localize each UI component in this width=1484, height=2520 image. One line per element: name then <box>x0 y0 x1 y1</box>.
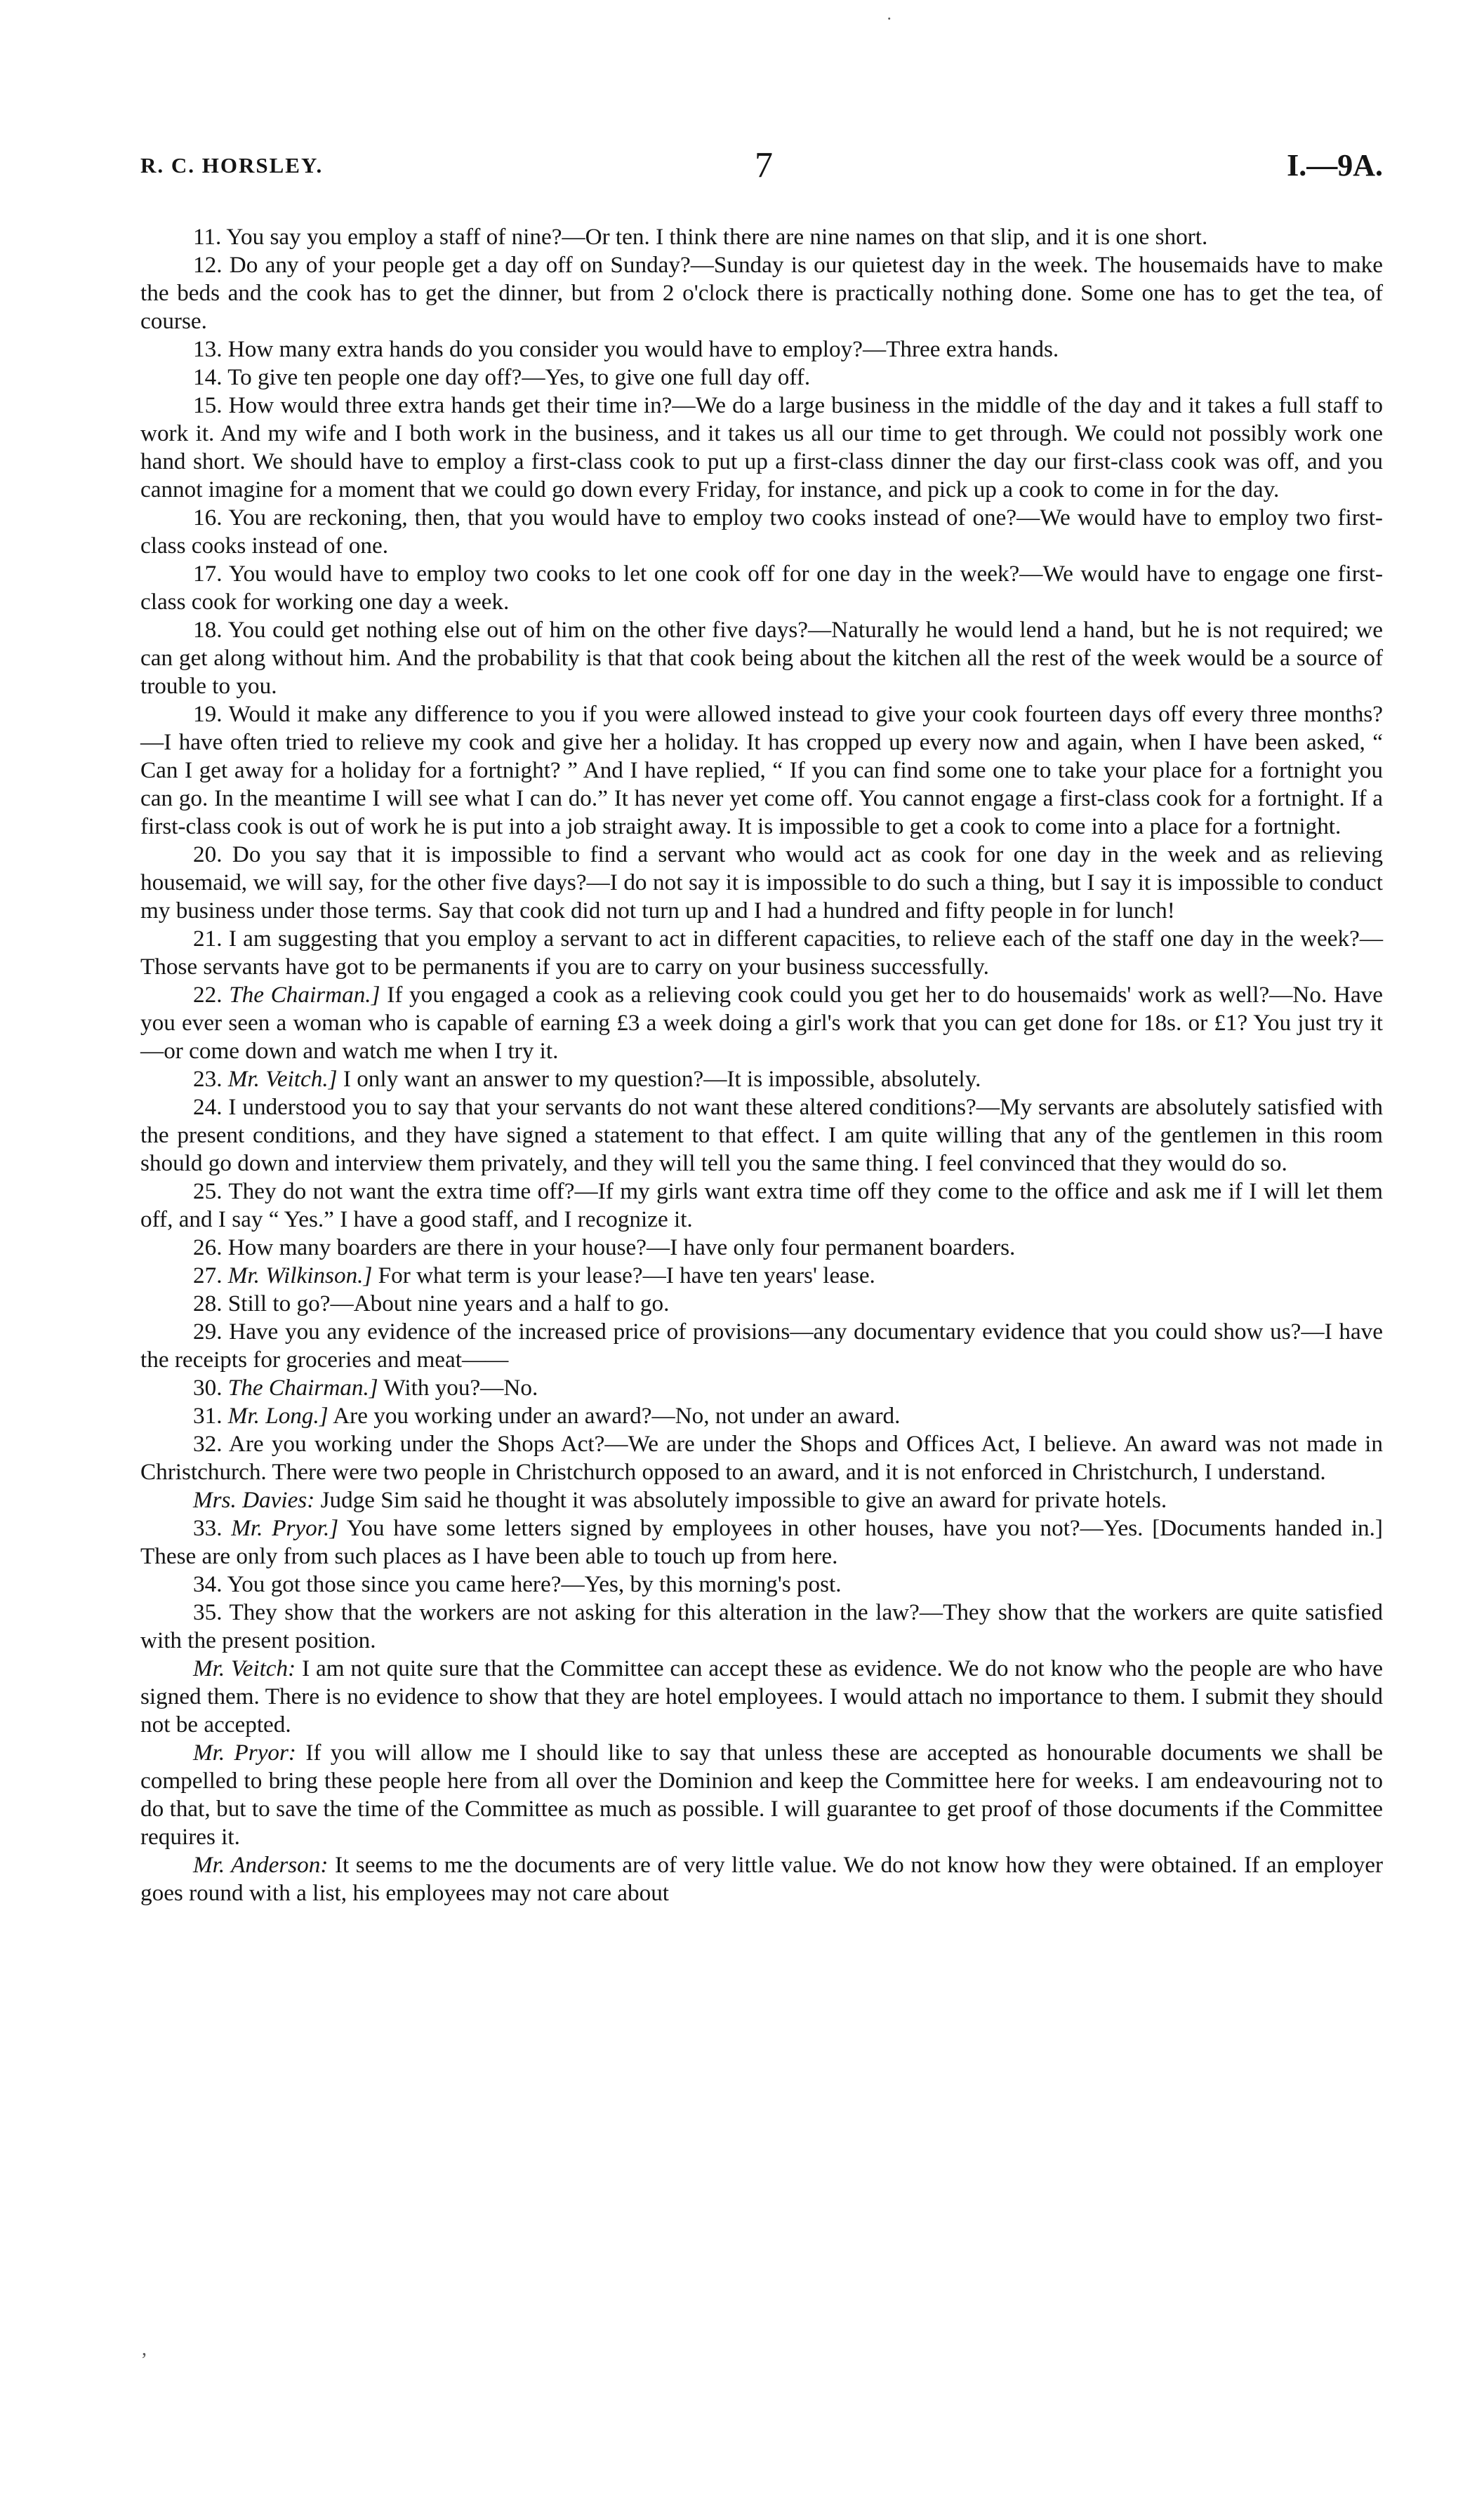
question-paragraph <box>140 1599 1383 1655</box>
paragraph-text: How would three extra hands get their time in?—We do a large business in the middle of the day and it takes a full staff to work it. And my wife and I both work in the business, and it takes us all our time to get through. We could not possibly work one hand short. We should have to employ a first-class cook to put up a first-class dinner the day our first-class cook was off, and you cannot imagine for a moment that we could go down every Friday, for instance, and pick up a cook to come in for the day. <box>140 392 1383 502</box>
paragraph-text: Are you working under the Shops Act?—We are under the Shops and Offices Act, I believe. An award was not made in Christchurch. There were two people in Christchurch opposed to an award, and it is not enforced in Christchurch, I understand. <box>140 1431 1383 1485</box>
speaker-name: Mr. Pryor.] <box>231 1515 339 1541</box>
question-number: 30. <box>193 1375 223 1401</box>
question-paragraph <box>140 335 1383 364</box>
question-number: 19. <box>193 701 223 727</box>
paragraph-text: You would have to employ two cooks to let one cook off for one day in the week?—We would have to engage one first-class cook for working one day a week. <box>140 561 1383 615</box>
question-number: 18. <box>193 617 223 643</box>
question-paragraph <box>140 616 1383 700</box>
question-paragraph <box>140 1851 1383 1907</box>
question-paragraph <box>140 700 1383 841</box>
speaker-name: Mr. Wilkinson.] <box>227 1262 373 1288</box>
speaker-name: Mr. Veitch.] <box>227 1066 338 1092</box>
question-paragraph <box>140 1178 1383 1234</box>
paragraph-text: You have some letters signed by employees in other houses, have you not?—Yes. [Documents handed in.] These are only from such places as I have been able to touch up from here. <box>140 1515 1383 1569</box>
question-paragraph <box>140 1234 1383 1262</box>
header-witness-name: R. C. HORSLEY. <box>140 153 324 178</box>
question-number: 34. <box>193 1571 223 1597</box>
paragraph-text: They show that the workers are not asking for this alteration in the law?—They show that the workers are quite satisfied with the present position. <box>140 1599 1384 1653</box>
speaker-name: Mr. Pryor: <box>193 1740 296 1766</box>
question-number: 33. <box>193 1515 223 1541</box>
paragraph-text: If you will allow me I should like to say that unless these are accepted as honourable documents we shall be compelled to bring these people here from all over the Dominion and keep the Committee here for weeks. I am endeavouring not to do that, but to save the time of the Committee as much as possible. I will guarantee to get proof of those documents if the Committee requires it. <box>140 1740 1384 1850</box>
page-header <box>140 145 1383 195</box>
speaker-name: Mr. Long.] <box>227 1403 329 1429</box>
question-paragraph <box>140 1655 1383 1739</box>
question-number: 24. <box>193 1094 223 1120</box>
page-number: 7 <box>755 145 773 185</box>
question-paragraph <box>140 1065 1383 1093</box>
question-paragraph <box>140 841 1383 925</box>
paragraph-text: Do any of your people get a day off on Sunday?—Sunday is our quietest day in the week. The housemaids have to make the beds and the cook has to get the dinner, but from 2 o'clock there is practically nothing done. Some one has to get the tea, of course. <box>140 252 1383 334</box>
paragraph-text: It seems to me the documents are of very little value. We do not know how they were obtained. If an employer goes round with a list, his employees may not care about <box>140 1852 1383 1906</box>
question-number: 14. <box>193 364 223 390</box>
scan-mark: , <box>142 2338 147 2360</box>
question-number: 11. <box>193 224 222 250</box>
speaker-name: Mrs. Davies: <box>193 1487 315 1513</box>
question-paragraph <box>140 925 1383 981</box>
question-paragraph <box>140 223 1383 251</box>
paragraph-text: To give ten people one day off?—Yes, to give one full day off. <box>227 364 811 390</box>
question-paragraph <box>140 504 1383 560</box>
question-number: 16. <box>193 505 223 531</box>
scan-mark: ˙ <box>886 14 893 36</box>
question-number: 26. <box>193 1234 223 1260</box>
question-paragraph <box>140 1571 1383 1599</box>
speaker-name: Mr. Veitch: <box>193 1655 296 1681</box>
question-paragraph <box>140 1739 1383 1851</box>
question-number: 17. <box>193 561 223 587</box>
paragraph-text: I only want an answer to my question?—It is impossible, absolutely. <box>343 1066 981 1092</box>
question-number: 35. <box>193 1599 223 1625</box>
document-reference: I.—9A. <box>1287 148 1383 182</box>
question-paragraph <box>140 1318 1383 1374</box>
question-number: 27. <box>193 1262 223 1288</box>
question-paragraph <box>140 981 1383 1065</box>
paragraph-text: You got those since you came here?—Yes, by this morning's post. <box>227 1571 842 1597</box>
paragraph-text: You say you employ a staff of nine?—Or ten. I think there are nine names on that slip, and it is one short. <box>226 224 1208 250</box>
paragraph-text: Are you working under an award?—No, not under an award. <box>333 1403 901 1429</box>
paragraph-text: I understood you to say that your servants do not want these altered conditions?—My servants are absolutely satisfied with the present conditions, and they have signed a statement to that effect. I am quite willing that any of the gentlemen in this room should go down and interview them privately, and they will tell you the same thing. I feel convinced that they would do so. <box>140 1094 1383 1176</box>
minutes-of-evidence <box>140 223 1383 1907</box>
speaker-name: Mr. Anderson: <box>193 1852 329 1878</box>
paragraph-text: You could get nothing else out of him on the other five days?—Naturally he would lend a hand, but he is not required; we can get along without him. And the probability is that that cook being about the kitchen all the rest of the week would be a source of trouble to you. <box>140 617 1383 699</box>
paragraph-text: How many extra hands do you consider you would have to employ?—Three extra hands. <box>227 336 1059 362</box>
paragraph-text: I am not quite sure that the Committee can accept these as evidence. We do not know who the people are who have signed them. There is no evidence to show that they are hotel employees. I would attach no importance to them. I submit they should not be accepted. <box>140 1655 1384 1738</box>
paragraph-text: Have you any evidence of the increased price of provisions—any documentary evidence that you could show us?—I have the receipts for groceries and meat—— <box>140 1319 1384 1373</box>
question-number: 25. <box>193 1178 223 1204</box>
paragraph-text: Judge Sim said he thought it was absolutely impossible to give an award for private hotels. <box>320 1487 1167 1513</box>
question-paragraph <box>140 1093 1383 1178</box>
paragraph-text: Still to go?—About nine years and a half to go. <box>227 1291 670 1316</box>
question-number: 32. <box>193 1431 223 1457</box>
question-number: 20. <box>193 841 223 867</box>
speaker-name: The Chairman.] <box>229 982 380 1008</box>
paragraph-text: I am suggesting that you employ a servant to act in different capacities, to relieve each of the staff one day in the week?—Those servants have got to be permanents if you are to carry on your business successfully. <box>140 926 1384 980</box>
question-paragraph <box>140 1374 1383 1402</box>
question-number: 15. <box>193 392 223 418</box>
paragraph-text: Do you say that it is impossible to find a servant who would act as cook for one day in the week and as relieving housemaid, we will say, for the other five days?—I do not say it is impossible to do such a thing, but I say it is impossible to conduct my business under those terms. Say that cook did not turn up and I had a hundred and fifty people in for lunch! <box>140 841 1383 924</box>
question-number: 12. <box>193 252 223 278</box>
question-number: 31. <box>193 1403 223 1429</box>
question-paragraph <box>140 392 1383 504</box>
question-paragraph <box>140 251 1383 335</box>
question-paragraph <box>140 1290 1383 1318</box>
question-paragraph <box>140 1262 1383 1290</box>
question-number: 13. <box>193 336 223 362</box>
paragraph-text: You are reckoning, then, that you would have to employ two cooks instead of one?—We would have to employ two first-class cooks instead of one. <box>140 505 1383 559</box>
question-paragraph <box>140 364 1383 392</box>
question-paragraph <box>140 1486 1383 1514</box>
question-paragraph <box>140 1514 1383 1571</box>
question-paragraph <box>140 1402 1383 1430</box>
question-paragraph <box>140 1430 1383 1486</box>
question-number: 28. <box>193 1291 223 1316</box>
question-number: 23. <box>193 1066 223 1092</box>
question-number: 21. <box>193 926 223 952</box>
paragraph-text: They do not want the extra time off?—If my girls want extra time off they come to the office and ask me if I will let them off, and I say “ Yes.” I have a good staff, and I recognize it. <box>140 1178 1383 1232</box>
question-number: 22. <box>193 982 223 1008</box>
question-paragraph <box>140 560 1383 616</box>
paragraph-text: How many boarders are there in your house?—I have only four permanent boarders. <box>227 1234 1016 1260</box>
paragraph-text: For what term is your lease?—I have ten years' lease. <box>378 1262 875 1288</box>
speaker-name: The Chairman.] <box>227 1375 378 1401</box>
paragraph-text: With you?—No. <box>383 1375 538 1401</box>
paragraph-text: Would it make any difference to you if you were allowed instead to give your cook fourteen days off every three months?—I have often tried to relieve my cook and give her a holiday. It has cropped up every now and again, when I have been asked, “ Can I get away for a holiday for a fortnight? ” And I have replied, “ If you can find some one to take your place for a fortnight you can go. In the meantime I will see what I can do.” It has never yet come off. You cannot engage a first-class cook for a fortnight. If a first-class cook is out of work he is put into a job straight away. It is impossible to get a cook to come into a place for a fortnight. <box>140 701 1383 839</box>
paragraph-text: If you engaged a cook as a relieving cook could you get her to do housemaids' work as well?—No. Have you ever seen a woman who is capable of earning £3 a week doing a girl's work that you can get done for 18s. or £1? You just try it—or come down and watch me when I try it. <box>140 982 1383 1064</box>
question-number: 29. <box>193 1319 223 1345</box>
